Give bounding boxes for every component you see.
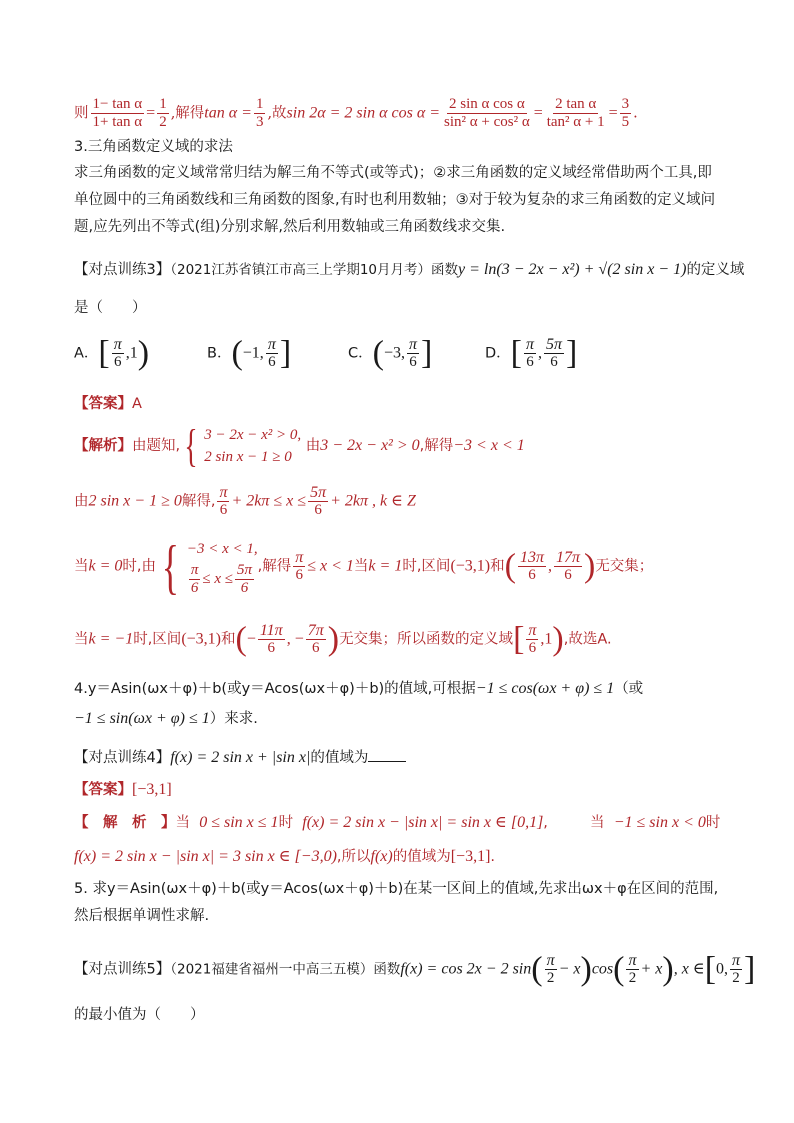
- ex4-analysis-line-2: f(x) = 2 sin x − |sin x| = 3 sin x ∈ [−3,0),所以f(x)的值域为[−3,1].: [74, 848, 496, 865]
- conj-then: 则: [74, 105, 89, 122]
- option-c[interactable]: C．(−3, $\frac{\pi}{6}$ ]: [348, 334, 433, 372]
- section-5-text: 5. 求y＝Asin(ωx＋φ)＋b(或y＝Acos(ωx＋φ)＋b)在某一区间上的值域,先求出ωx＋φ在区间的范围,然后根据单调性求解.: [74, 881, 719, 924]
- exercise-source: （2021江苏省镇江市高三上学期10月月考）函数: [170, 262, 459, 278]
- option-d[interactable]: D．[ $\frac{\pi}{6}$ , $\frac{5\pi}{6}$ ]: [485, 334, 578, 372]
- ex4-analysis-line-1b: 当 −1 ≤ sin x < 0时: [590, 814, 721, 831]
- analysis-line-2: 由2 sin x − 1 ≥ 0解得, $\frac{\pi}{6}$ + 2kπ ≤ x ≤ $\frac{5\pi}{6}$ + 2kπ , k ∈ Z: [74, 484, 416, 518]
- fraction-sincos: $\frac{\text{2 sin α cos α}}{\text{sin² α + cos² α}}$: [444, 96, 530, 130]
- exercise-5-header: 【对点训练5】（2021福建省福州一中高三五模）函数f(x) = cos 2x − 2 sin( $\frac{\pi}{2}$ − x)cos( $\frac{\pi}{2}$ + x), x ∈[0, $\frac{\pi}{2}$ ]: [74, 950, 756, 988]
- tan-solution-line: 则 $\frac{\text{1− tan α}}{\text{1+ tan α}}$ = $\frac{1}{2}$ ,解得tan α = $\frac{1}{3}$ ,故sin 2α = 2 sin α cos α = $\frac{\text{2 sin α cos α}}{\text{sin² α + cos² α}}$ = $\frac{\text{2 tan α}}{\text{tan² α + 1}}$ = $\frac{3}{5}$ .: [74, 96, 638, 130]
- exercise-tag: 【对点训练3】: [74, 262, 171, 278]
- exercise-4-header: 【对点训练4】f(x) = 2 sin x + |sin x|的值域为: [74, 746, 406, 767]
- inequality-system-2: { −3 < x < 1, $\frac{\pi}{6}$ ≤ x ≤ $\frac{5\pi}{6}$: [161, 533, 258, 600]
- option-b[interactable]: B．(−1, $\frac{\pi}{6}$ ]: [207, 334, 292, 372]
- exercise-5-prompt: 的最小值为（ ）: [74, 1007, 205, 1023]
- exercise-function: y = ln(3 − 2x − x²) + √(2 sin x − 1): [458, 261, 687, 278]
- exercise-3-prompt: 是（ ）: [74, 300, 147, 316]
- section-4-line-2: −1 ≤ sin(ωx + φ) ≤ 1）来求.: [74, 710, 258, 727]
- analysis-line-1: 【解析】由题知, { 3 − 2x − x² > 0, 2 sin x − 1 ≥ 0 由3 − 2x − x² > 0,解得−3 < x < 1: [74, 420, 525, 471]
- exercise-3-answer: 【答案】A: [74, 396, 142, 412]
- analysis-line-4: 当k = −1时,区间(−3,1)和(− $\frac{11\pi}{6}$ , − $\frac{7\pi}{6}$ )无交集；所以函数的定义域[ $\frac{\pi}{6}$ ,1),故选A.: [74, 620, 612, 658]
- fraction-1: $\frac{\text{1− tan α}}{\text{1+ tan α}}$: [92, 96, 143, 130]
- exercise-3-header: 【对点训练3】（2021江苏省镇江市高三上学期10月月考）函数y = ln(3 − 2x − x²) + √(2 sin x − 1)的定义域: [74, 261, 745, 278]
- option-a[interactable]: A．[ $\frac{\pi}{6}$ ,1): [74, 334, 150, 372]
- ex4-analysis-line-1: 【 解 析 】当 0 ≤ sin x ≤ 1时 f(x) = 2 sin x − |sin x| = sin x ∈ [0,1],: [74, 814, 548, 831]
- section-3-body: 求三角函数的定义域常常归结为解三角不等式(或等式)；②求三角函数的定义域经常借助两个工具,即单位圆中的三角函数线和三角函数的图象,有时也利用数轴；③对于较为复杂的求三角函数的定义域问题,应先列出不等式(组)分别求解,然后利用数轴或三角函数线求交集.: [74, 165, 716, 235]
- section-4-line-1: 4.y＝Asin(ωx＋φ)＋b(或y＝Acos(ωx＋φ)＋b)的值域,可根据−1 ≤ cos(ωx + φ) ≤ 1（或: [74, 680, 644, 697]
- analysis-line-3: 当k = 0时,由 { −3 < x < 1, $\frac{\pi}{6}$ ≤ x ≤ $\frac{5\pi}{6}$ ,解得 $\frac{\pi}{6}$ ≤ x < 1当k = 1时,区间(−3,1)和( $\frac{13\pi}{6}$ , $\frac{17\pi}{6}$ )无交集；: [74, 533, 654, 600]
- section-3-title: 3.三角函数定义域的求法: [74, 139, 233, 155]
- fraction-tan: $\frac{\text{2 tan α}}{\text{tan² α + 1}}$: [546, 96, 605, 130]
- exercise-4-answer: 【答案】[−3,1]: [74, 781, 172, 798]
- fraction-result: $\frac{3}{5}$: [621, 96, 630, 130]
- answer-blank[interactable]: [368, 749, 406, 762]
- fraction-third: $\frac{1}{3}$: [255, 96, 264, 130]
- inequality-system-1: { 3 − 2x − x² > 0, 2 sin x − 1 ≥ 0: [184, 420, 302, 471]
- fraction-half: $\frac{1}{2}$: [159, 96, 167, 130]
